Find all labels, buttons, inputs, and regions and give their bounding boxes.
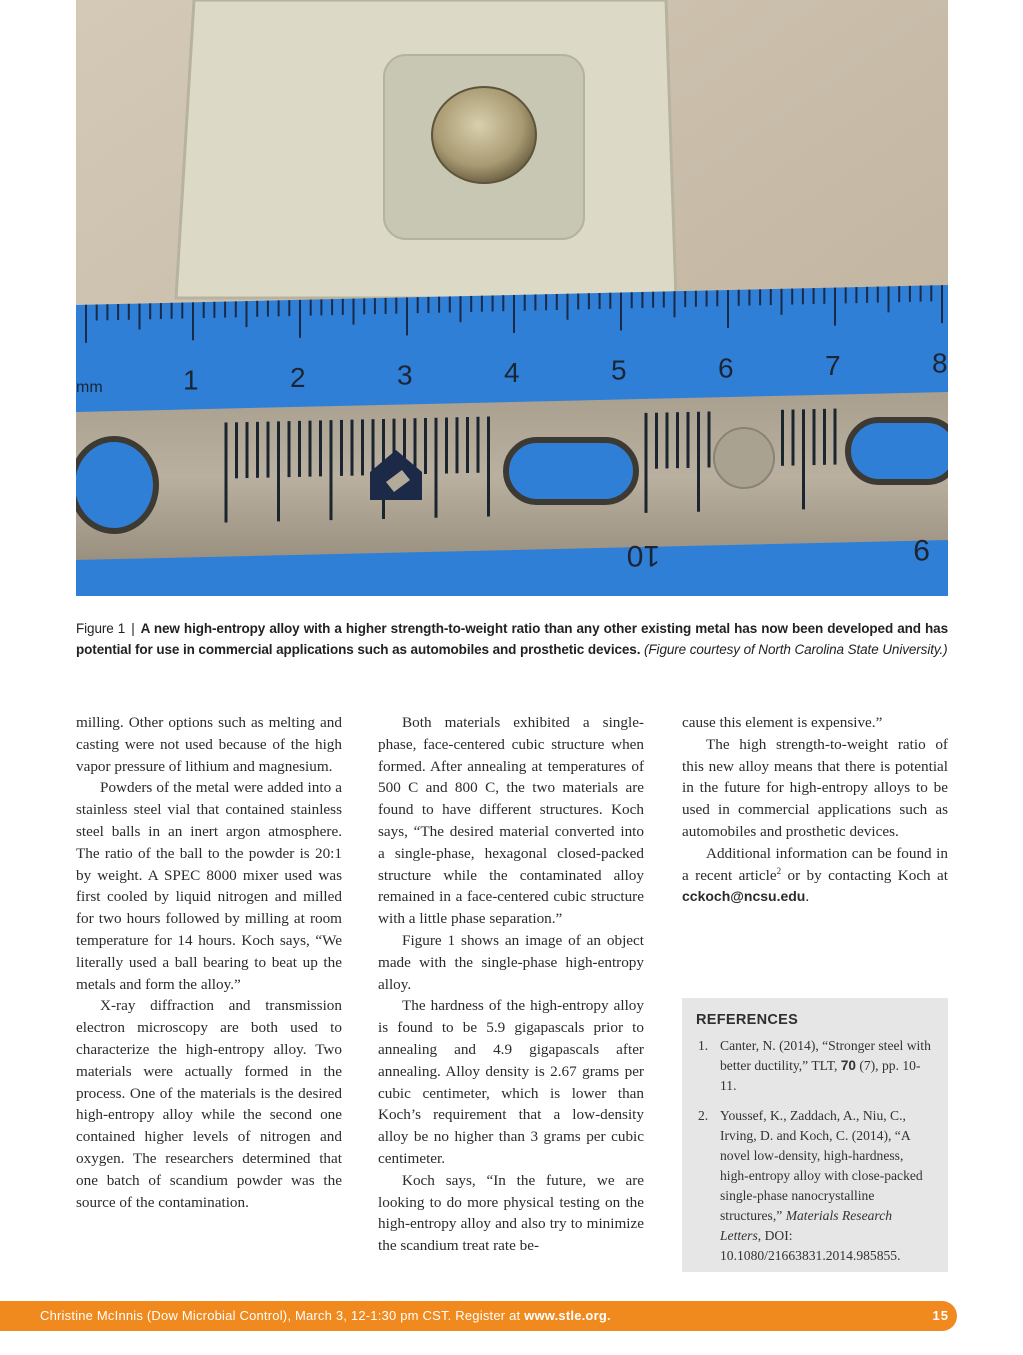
footer-text bbox=[40, 1308, 611, 1323]
figure-photo bbox=[76, 0, 948, 596]
paragraph: The hardness of the high-entropy alloy is found to be 5.9 gigapascals prior to annealing and 4.9 gigapascals after annealing. Alloy density is 2.67 grams per cubic centimeter, which is lower than Koch’s requirement that a low-density alloy be no higher than 3 grams per cubic centimeter. bbox=[378, 997, 644, 1167]
references-heading: REFERENCES bbox=[696, 1012, 799, 1028]
reference-item bbox=[696, 1106, 934, 1266]
paragraph: Both materials exhibited a single-phase, face-centered cubic structure when formed. After annealing at temperatures of 500 C and 800 C, the two materials are found to have different structures. Koch says, “The desired material converted into a single-phase, hexagonal closed-packed structure while the contaminated alloy remained in a face-centered cubic structure with a little phase separation.” bbox=[378, 714, 644, 928]
caption-credit: (Figure courtesy of North Carolina State University.) bbox=[644, 642, 948, 657]
ruler-number: 5 bbox=[611, 354, 627, 386]
reference-text: (7), pp. 10-11. bbox=[720, 1058, 921, 1093]
paragraph: Koch says, “In the future, we are looking to do more physical testing on the high-entropy alloy and also try to minimize the scandium treat rate be- bbox=[378, 1171, 644, 1255]
ruler-number: 4 bbox=[504, 357, 520, 389]
reference-journal: Materials Research Letters bbox=[720, 1208, 893, 1243]
page-number: 15 bbox=[932, 1308, 949, 1323]
ruler-number: 2 bbox=[290, 362, 306, 394]
ruler-number: 8 bbox=[932, 347, 948, 379]
paragraph: Figure 1 shows an image of an object made with the single-phase high-entropy alloy. bbox=[378, 931, 644, 993]
references-box bbox=[682, 998, 948, 1272]
ruler-number: 3 bbox=[397, 359, 413, 391]
email-link[interactable]: cckoch@ncsu.edu bbox=[682, 888, 806, 905]
paragraph: milling. Other options such as melting and casting were not used because of the high vapor pressure of lithium and magnesium. bbox=[76, 714, 342, 775]
article-column-3 bbox=[682, 712, 948, 908]
paragraph bbox=[682, 843, 948, 908]
paragraph-text: or by contacting Koch at bbox=[781, 866, 949, 884]
caption-separator: | bbox=[131, 621, 135, 636]
caption-text: A new high-entropy alloy with a higher strength-to-weight ratio than any other existing metal has now been developed and has potential for use in commercial applications such as automobiles and prosthetic devices. bbox=[76, 621, 948, 657]
reference-text: Youssef, K., Zaddach, A., Niu, C., Irving, D. and Koch, C. (2014), “A novel low-density, high-hardness, high-entropy alloy with close-packed single-phase nanocrystalline structures,” bbox=[720, 1108, 923, 1223]
reference-volume: 70 bbox=[840, 1058, 856, 1073]
ruler-number: 9 bbox=[913, 533, 930, 566]
reference-number: 1. bbox=[698, 1038, 709, 1053]
ruler-number: 10 bbox=[626, 539, 660, 572]
reference-item bbox=[696, 1036, 934, 1096]
figure-label: Figure 1 bbox=[76, 621, 126, 636]
footer-bar bbox=[0, 1301, 957, 1331]
footer-link[interactable]: www.stle.org. bbox=[524, 1308, 611, 1323]
paragraph: cause this element is expensive.” bbox=[682, 714, 883, 731]
paragraph: The high strength-to-weight ratio of this new alloy means that there is potential in the future for high-entropy alloys to be used in commercial applications such as automobiles and prosthetic devices. bbox=[682, 735, 948, 840]
paragraph-text: . bbox=[805, 888, 810, 906]
paragraph-text: Additional information can be found in a recent article bbox=[682, 844, 948, 884]
paragraph: X-ray diffraction and transmission electron microscopy are both used to characterize the high-entropy alloy. Two materials were actually formed in the process. One of the materials is the desired high-entropy alloy while the second one contained higher levels of nitrogen and oxygen. The researchers determined that one batch of scandium powder was the source of the contamination. bbox=[76, 997, 342, 1211]
ruler-hole-round bbox=[76, 439, 156, 531]
ruler-number: mm bbox=[76, 379, 103, 396]
ruler-number: 1 bbox=[183, 364, 199, 396]
figure-caption bbox=[76, 618, 948, 660]
alloy-sample-disc bbox=[432, 87, 536, 183]
references-list bbox=[696, 1036, 934, 1266]
footer-event-text: Christine McInnis (Dow Microbial Control), March 3, 12-1:30 pm CST. Register at bbox=[40, 1308, 525, 1323]
reference-number: 2. bbox=[698, 1108, 709, 1123]
footnote-ref: 2 bbox=[776, 865, 782, 876]
reference-text: Canter, N. (2014), “Stronger steel with better ductility,” TLT, bbox=[720, 1038, 931, 1073]
ruler-number: 7 bbox=[825, 349, 841, 381]
ruler-hole-slot bbox=[506, 440, 636, 502]
ruler-number: 6 bbox=[718, 352, 734, 384]
reference-text: , DOI: 10.1080/21663831.2014.985855. bbox=[720, 1228, 901, 1263]
ruler-sample-illustration bbox=[76, 0, 948, 596]
article-column-2 bbox=[378, 712, 644, 1257]
paragraph: Powders of the metal were added into a stainless steel vial that contained stainless steel balls in an inert argon atmosphere. The ratio of the ball to the powder is 20:1 by weight. A SPEC 8000 mixer used was first cooled by liquid nitrogen and milled for two hours followed by milling at room temperature for 14 hours. Koch says, “We literally used a ball bearing to beat up the metals and form the alloy.” bbox=[76, 779, 342, 993]
article-column-1 bbox=[76, 712, 342, 1213]
